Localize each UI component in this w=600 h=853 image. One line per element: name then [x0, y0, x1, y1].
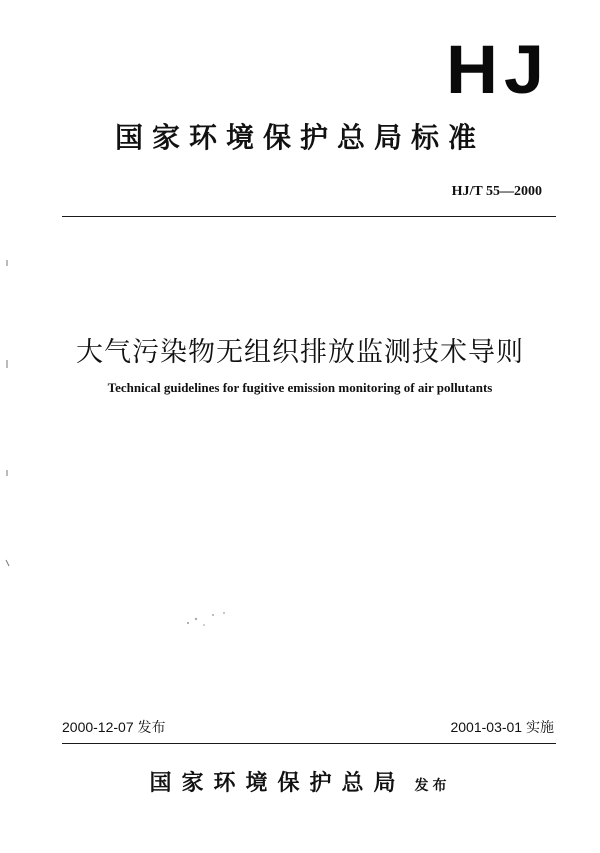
- document-title-chinese: 大气污染物无组织排放监测技术导则: [76, 337, 524, 368]
- publisher-label: 发布: [414, 778, 451, 794]
- publisher-line: [0, 766, 600, 797]
- scan-edge-marks: [4, 240, 10, 640]
- document-title-english: Technical guidelines for fugitive emission monitoring of air pollutants: [107, 380, 493, 395]
- bottom-divider: [62, 743, 556, 744]
- top-divider: [62, 216, 556, 217]
- scan-speck-marks: [180, 605, 240, 635]
- publisher-agency: 国家环境保护总局: [149, 771, 406, 796]
- standard-number: HJ/T 55—2000: [451, 184, 542, 199]
- agency-standard-title: 国家环境保护总局标准: [114, 121, 485, 154]
- effective-date: 2001-03-01 实施: [450, 719, 554, 735]
- hj-logo: HJ: [445, 32, 550, 108]
- issue-date: 2000-12-07 发布: [62, 719, 166, 735]
